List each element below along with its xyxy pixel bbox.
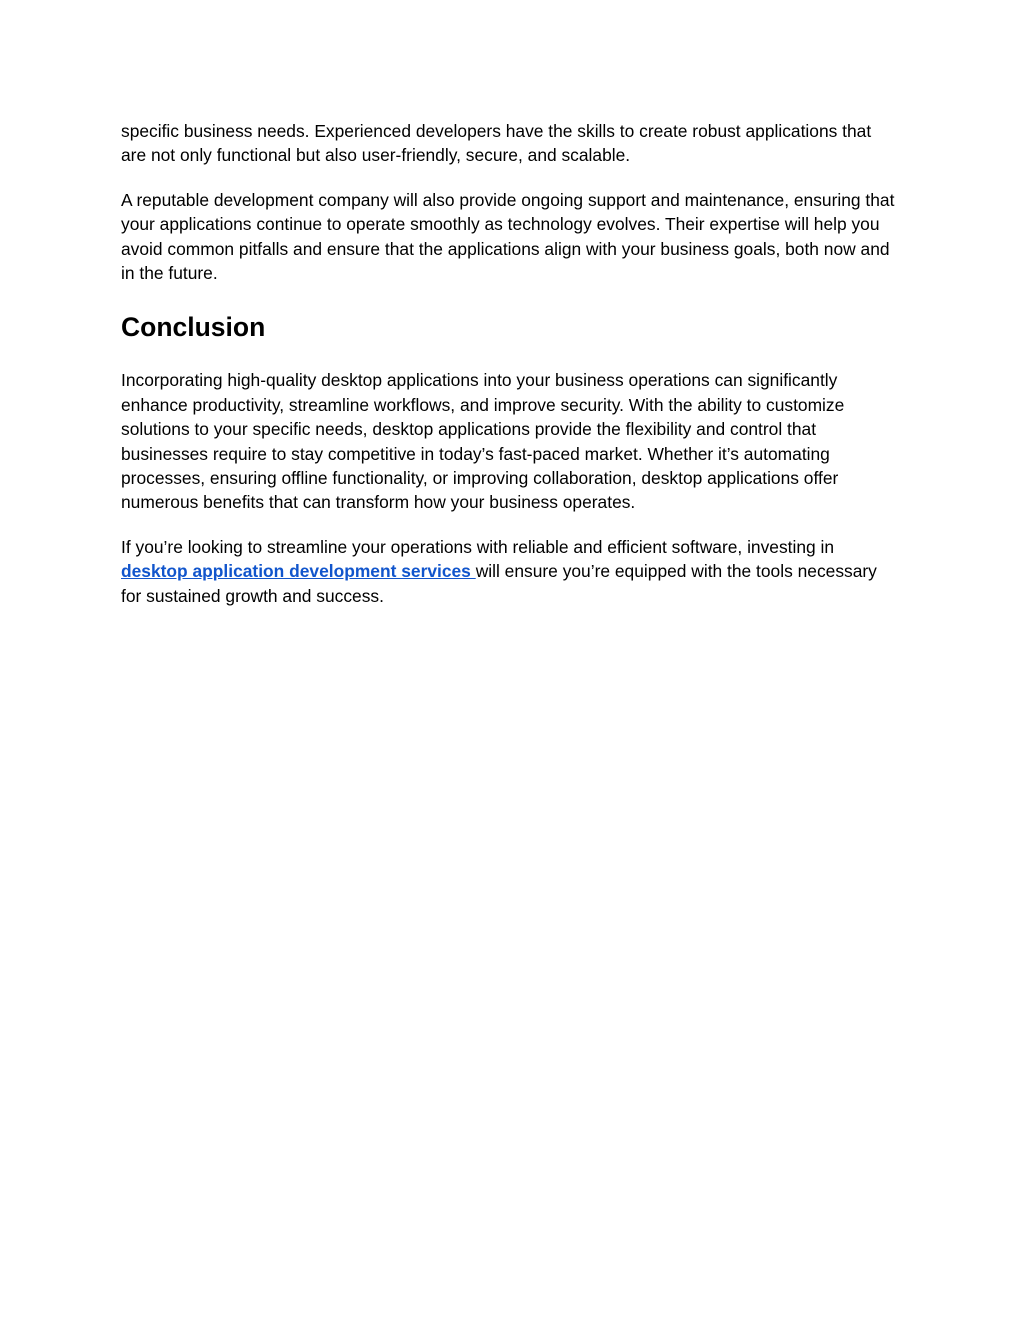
body-paragraph: specific business needs. Experienced developers have the skills to create robust applications that are not only functional but also user-friendly, secure, and scalable. <box>121 121 872 166</box>
desktop-app-services-link[interactable]: desktop application development services <box>121 561 476 582</box>
section-heading: Conclusion <box>121 312 266 343</box>
document-page <box>121 119 901 628</box>
body-paragraph: A reputable development company will also provide ongoing support and maintenance, ensuring that your applications continue to operate smoothly as technology evolves. Their expertise will help you avoid common pitfalls and ensure that the applications align with your business goals, both now and in the future. <box>121 189 895 284</box>
paragraph-text-before-link: If you’re looking to streamline your operations with reliable and efficient software, investing in <box>121 536 835 557</box>
closing-paragraph <box>121 535 901 608</box>
paragraph-text-after-link: will ensure you’re equipped with the tools necessary for sustained growth and success. <box>121 561 877 606</box>
body-paragraph: Incorporating high-quality desktop applications into your business operations can significantly enhance productivity, streamline workflows, and improve security. With the ability to customize solutions to your specific needs, desktop applications provide the flexibility and control that businesses require to stay competitive in today’s fast-paced market. Whether it’s automating processes, ensuring offline functionality, or improving collaboration, desktop applications offer numerous benefits that can transform how your business operates. <box>121 370 845 513</box>
